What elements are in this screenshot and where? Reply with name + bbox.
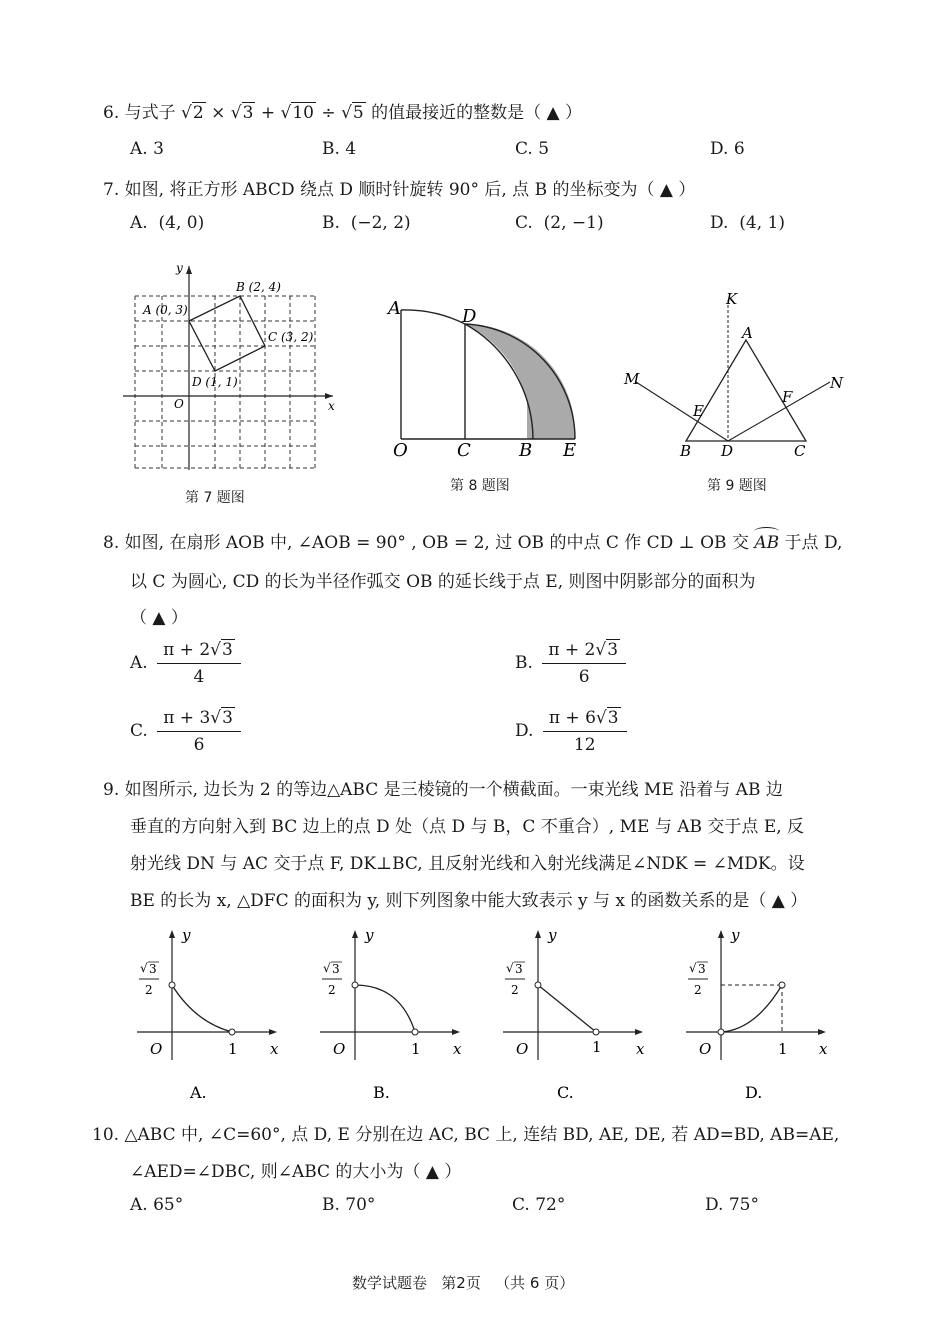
q9-graph-b-letter: B. (373, 1083, 390, 1102)
fig9-label-n: N (830, 374, 844, 392)
q9-c-xlabel: x (636, 1040, 645, 1058)
q8-stem-line3: （ ▲ ） (130, 608, 188, 628)
fig9-label-f: F (782, 388, 793, 406)
svg-text:3: 3 (698, 962, 706, 976)
q9-c-origin: O (516, 1040, 529, 1058)
q9-b-one: 1 (411, 1040, 421, 1058)
svg-text:3: 3 (149, 962, 157, 976)
q9-b-ylabel: y (365, 926, 374, 944)
q6-option-b: B. 4 (322, 139, 357, 159)
fig7-caption: 第 7 题图 (185, 490, 245, 506)
fig7-label-y: y (176, 261, 183, 275)
fig9-caption: 第 9 题图 (707, 478, 767, 494)
fig9-label-m: M (624, 370, 640, 388)
q6-sqrt10: √10 (280, 103, 314, 123)
svg-text:√: √ (323, 961, 331, 975)
page-footer: 数学试题卷 第2页 （共 6 页） (352, 1274, 575, 1292)
svg-text:2: 2 (694, 983, 702, 997)
svg-text:3: 3 (515, 962, 523, 976)
svg-text:3: 3 (332, 962, 340, 976)
fig9-me (636, 382, 728, 441)
q7-stem (103, 175, 695, 200)
q8-number: 8. (103, 533, 120, 553)
q6-sqrt5: √5 (341, 103, 364, 123)
svg-text:2: 2 (145, 983, 153, 997)
q10-option-c: C. 72° (512, 1195, 566, 1215)
svg-text:2: 2 (328, 983, 336, 997)
fig7-label-c: C (3, 2) (268, 330, 314, 344)
q9-graph-d-letter: D. (745, 1083, 763, 1102)
svg-text:2: 2 (511, 983, 519, 997)
figure-8 (385, 290, 585, 462)
q9-d-origin: O (699, 1040, 712, 1058)
fig8-label-e: E (563, 440, 577, 461)
svg-text:√: √ (506, 961, 514, 975)
fig9-label-e: E (693, 402, 704, 420)
figure-7 (118, 258, 343, 473)
q9-a-one: 1 (228, 1040, 238, 1058)
q8-arc-ab: AB (754, 533, 779, 553)
q9-stem-line3: 射光线 DN 与 AC 交于点 F, DK⊥BC, 且反射光线和入射光线满足∠NDK = ∠MDK。设 (130, 854, 805, 874)
fig7-square (189, 296, 265, 371)
q9-d-xlabel: x (819, 1040, 828, 1058)
fig9-label-k: K (726, 290, 738, 308)
q7-number: 7. (103, 180, 120, 200)
q6-option-a: A. 3 (130, 139, 164, 159)
q10-option-a: A. 65° (130, 1195, 184, 1215)
fig9-label-b: B (680, 442, 692, 460)
q10-option-d: D. 75° (705, 1195, 759, 1215)
q9-b-xlabel: x (453, 1040, 462, 1058)
fig9-dn (728, 382, 830, 441)
q9-stem-line1: 9. 如图所示, 边长为 2 的等边△ABC 是三棱镜的一个横截面。一束光线 ME 沿着与 AB 边 (103, 780, 783, 800)
q7-option-d: D. (4, 1) (710, 213, 785, 233)
fig9-label-c: C (794, 442, 806, 460)
q6-stem: 6. 与式子 √2 × √3 + √10 ÷ √5 的值最接近的整数是（ ▲ ） (103, 103, 583, 123)
figure-9 (622, 290, 852, 462)
q9-c-one: 1 (592, 1038, 602, 1056)
q7-text: 如图, 将正方形 ABCD 绕点 D 顺时针旋转 90° 后, 点 B 的坐标变为（ ▲ ） (124, 180, 696, 200)
fig7-label-b: B (2, 4) (236, 280, 281, 294)
q9-b-origin: O (333, 1040, 346, 1058)
fig7-label-d: D (1, 1) (192, 375, 238, 389)
fig7-label-x: x (328, 399, 335, 413)
q7-option-a: A. (4, 0) (130, 213, 205, 233)
q9-graph-a-letter: A. (190, 1083, 207, 1102)
q7-option-c: C. (2, −1) (515, 213, 604, 233)
q8-option-c: C. $\frac{\pi + 3√3}{6}$ (130, 708, 245, 755)
q9-graphs (125, 922, 845, 1112)
fig8-label-b: B (519, 440, 533, 461)
q9-stem-line2: 垂直的方向射入到 BC 边上的点 D 处（点 D 与 B，C 不重合）, ME 与 AB 交于点 E, 反 (130, 817, 805, 837)
fig7-label-a: A (0, 3) (143, 303, 188, 317)
q10-number: 10. (92, 1125, 120, 1145)
q8-option-a: A. $\frac{\pi + 2√3}{4}$ (130, 640, 245, 687)
q6-option-c: C. 5 (515, 139, 550, 159)
q10-stem-line2: ∠AED=∠DBC, 则∠ABC 的大小为（ ▲ ） (130, 1162, 462, 1182)
svg-text:√: √ (689, 961, 697, 975)
fig9-label-d: D (721, 442, 734, 460)
q9-d-ylabel: y (731, 926, 740, 944)
fig9-label-a: A (742, 324, 753, 342)
fig8-label-o: O (393, 440, 408, 461)
q10-stem-line1: 10. △ABC 中, ∠C=60°, 点 D, E 分别在边 AC, BC 上, 连结 BD, AE, DE, 若 AD=BD, AB=AE, (92, 1125, 840, 1145)
fig8-label-a: A (388, 298, 401, 319)
q9-ytick-labels (139, 961, 708, 997)
q7-option-b: B. (−2, 2) (322, 213, 411, 233)
q9-graph-c-letter: C. (557, 1083, 574, 1102)
q9-a-ylabel: y (182, 926, 191, 944)
q9-a-origin: O (150, 1040, 163, 1058)
q9-number: 9. (103, 780, 120, 800)
q8-option-b: B. $\frac{\pi + 2√3}{6}$ (515, 640, 630, 687)
q6-number: 6. (103, 103, 120, 123)
q6-sqrt3: √3 (230, 103, 254, 123)
q6-suffix: 的值最接近的整数是（ ▲ ） (371, 103, 583, 123)
q6-sqrt2: √2 (181, 103, 204, 123)
q8-option-d: D. $\frac{\pi + 6√3}{12}$ (515, 708, 631, 755)
fig8-label-d: D (462, 306, 477, 327)
q8-stem-line2: 以 C 为圆心, CD 的长为半径作弧交 OB 的延长线于点 E, 则图中阴影部分的面积为 (130, 572, 756, 592)
q9-d-one: 1 (778, 1040, 788, 1058)
fig8-caption: 第 8 题图 (450, 478, 510, 494)
fig8-label-c: C (457, 440, 471, 461)
q9-c-ylabel: y (548, 926, 557, 944)
q10-option-b: B. 70° (322, 1195, 376, 1215)
fig7-label-o: O (174, 397, 184, 411)
q8-stem-line1: 8. 如图, 在扇形 AOB 中, ∠AOB = 90° , OB = 2, 过 OB 的中点 C 作 CD ⊥ OB 交 AB 于点 D, (103, 528, 842, 553)
q6-prefix: 与式子 (124, 103, 176, 123)
q9-a-xlabel: x (270, 1040, 279, 1058)
q9-stem-line4: BE 的长为 x, △DFC 的面积为 y, 则下列图象中能大致表示 y 与 x 的函数关系的是（ ▲ ） (130, 891, 808, 911)
q6-option-d: D. 6 (710, 139, 745, 159)
svg-text:√: √ (140, 961, 148, 975)
